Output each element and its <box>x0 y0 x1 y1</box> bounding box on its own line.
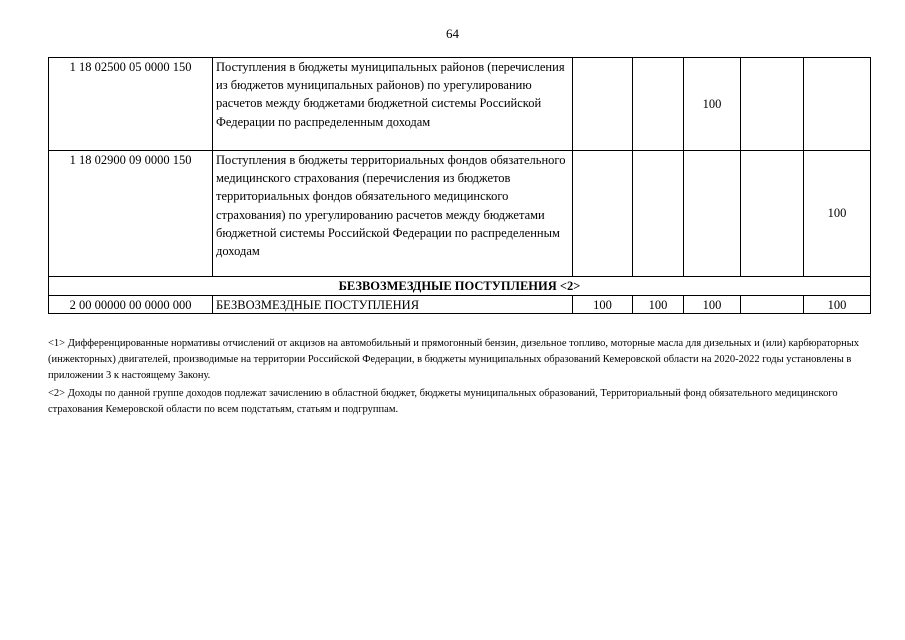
value-cell: 100 <box>804 151 871 277</box>
value-cell: 100 <box>684 58 741 151</box>
table-row <box>49 296 871 314</box>
revenue-name-cell: Поступления в бюджеты муниципальных районов (перечисления из бюджетов муниципальных районов) по урегулированию расчетов между бюджетами бюджетной системы Российской Федерации по распределенным доходам <box>213 58 573 151</box>
value-cell <box>741 151 804 277</box>
value-cell <box>804 58 871 151</box>
revenue-name-cell: Поступления в бюджеты территориальных фондов обязательного медицинского страхования (перечисления из бюджетов территориальных фондов обязательного медицинского страхования) по урегулированию расчетов между бюджетами бюджетной системы Российской Федерации по распределенным доходам <box>213 151 573 277</box>
value-cell <box>573 58 633 151</box>
table-row <box>49 58 871 151</box>
revenue-code-cell: 2 00 00000 00 0000 000 <box>49 296 213 314</box>
value-cell <box>741 58 804 151</box>
value-cell <box>633 58 684 151</box>
section-header-row <box>49 277 871 296</box>
section-header: БЕЗВОЗМЕЗДНЫЕ ПОСТУПЛЕНИЯ <2> <box>49 277 871 296</box>
value-cell: 100 <box>804 296 871 314</box>
table-row <box>49 151 871 277</box>
revenue-code-cell: 1 18 02900 09 0000 150 <box>49 151 213 277</box>
value-cell <box>573 151 633 277</box>
value-cell <box>633 151 684 277</box>
value-cell <box>741 296 804 314</box>
value-cell: 100 <box>633 296 684 314</box>
page-number: 64 <box>446 26 459 41</box>
footnote-1: <1> Дифференцированные нормативы отчислений от акцизов на автомобильный и прямогонный бензин, дизельное топливо, моторные масла для дизельных и (или) карбюраторных (инжекторных) двигателей, производимые на территории Российской Федерации, в бюджеты муниципальных образований Кемеровской области на 2020-2022 годы установлены в приложении 3 к настоящему Закону. <box>48 338 860 381</box>
revenue-code-cell: 1 18 02500 05 0000 150 <box>49 58 213 151</box>
footnote-2: <2> Доходы по данной группе доходов подлежат зачислению в областной бюджет, бюджеты муниципальных образований, Территориальный фонд обязательного медицинского страхования Кемеровской области по всем подстатьям, статьям и подгруппам. <box>48 388 838 415</box>
value-cell: 100 <box>684 296 741 314</box>
budget-revenue-table <box>48 57 871 314</box>
value-cell <box>684 151 741 277</box>
value-cell: 100 <box>573 296 633 314</box>
revenue-name-cell: БЕЗВОЗМЕЗДНЫЕ ПОСТУПЛЕНИЯ <box>213 296 573 314</box>
